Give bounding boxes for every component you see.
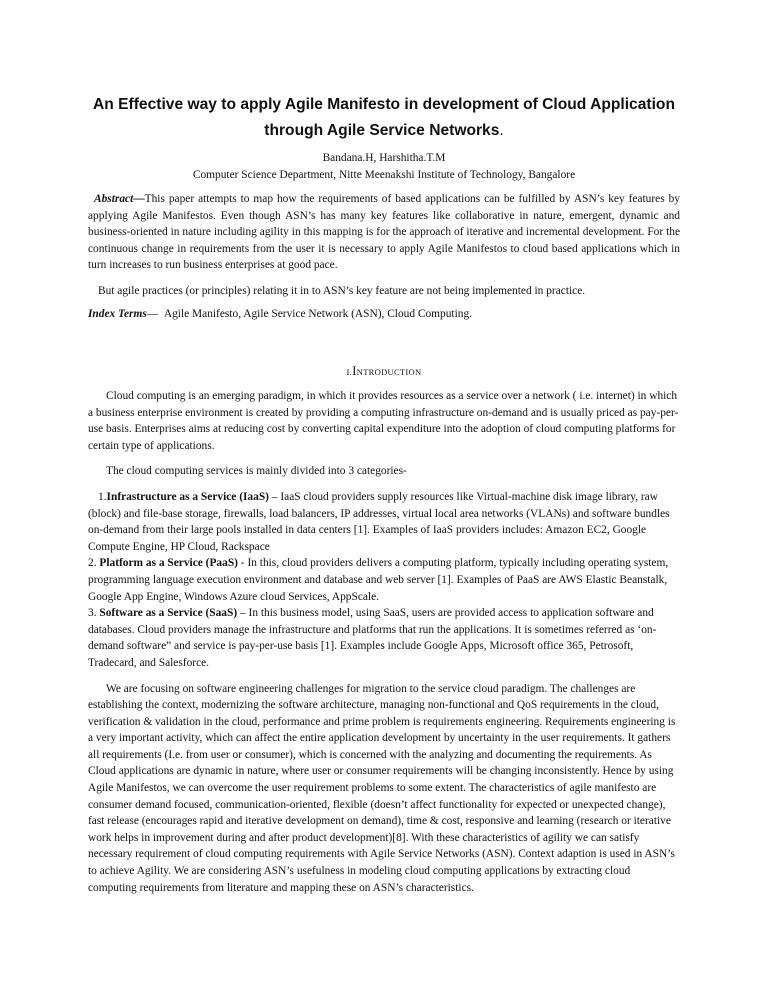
paper-title (60, 92, 708, 144)
intro-paragraph-1: Cloud computing is an emerging paradigm, in which it provides resources as a service over a network ( i.e. internet) in which a business enterprise environment is created by providing a computing infrastructure on-demand and is usually priced as pay-per-use basis. Enterprises aims at reducing cost by converting capital expenditure into the adoption of cloud computing platforms for certain type of applications. (88, 390, 679, 452)
intro-heading-numeral: I. (346, 367, 353, 377)
abstract-label: Abstract (94, 193, 134, 205)
introduction-body (88, 388, 680, 896)
service-item-num: 2. (88, 557, 97, 570)
service-item-saas (88, 605, 680, 671)
abstract-paragraph-2: But agile practices (or principles) relating it in to ASN’s key feature are not being implemented in practice. (98, 284, 586, 297)
intro-paragraph-2: The cloud computing services is mainly divided into 3 categories- (106, 465, 407, 478)
service-item-label: Infrastructure as a Service (IaaS) (106, 490, 269, 503)
intro-paragraph-3: We are focusing on software engineering challenges for migration to the service cloud paradigm. The challenges are establishing the context, modernizing the software architecture, managing non-functional and QoS requirements in the cloud, verification & validation in the cloud, performance and prime problem is requirements engineering. Requirements engineering is a very important activity, which can affect the entire application development by uncertainty in the user requirements. It gathers all requirements (I.e. from user or consumer), which is concerned with the analyzing and documenting the requirements. As Cloud applications are dynamic in nature, where user or consumer requirements will be changing inconsistently. Hence by using Agile Manifestos, we can overcome the user requirement problems to some extent. The characteristics of agile manifesto are consumer demand focused, communication-oriented, flexible (doesn’t affect functionality for expected or unexpected change), fast release (encourages rapid and iterative development on demand), time & cost, responsive and learning (research or iterative work helps in improvement during and after product development)[8]. With these characteristics of agility we can satisfy necessary requirement of cloud computing requirements with Agile Service Networks (ASN). Context adaption is used in ASN’s to achieve Agility. We are considering ASN’s usefulness in modeling cloud computing applications by extracting cloud computing requirements from literature and mapping these on ASN’s characteristics. (88, 682, 676, 894)
title-line-2-text: through Agile Service Networks (264, 122, 500, 139)
front-matter (88, 191, 680, 322)
title-line-2 (60, 118, 708, 144)
intro-heading-rest: NTRODUCTION (356, 367, 422, 377)
service-item-iaas (88, 489, 680, 555)
title-line-1: An Effective way to apply Agile Manifesto in development of Cloud Application (93, 96, 675, 113)
introduction-heading (0, 363, 768, 379)
service-item-paas (88, 555, 680, 605)
index-terms-label: Index Terms (88, 307, 147, 320)
service-item-num: 1. (98, 490, 107, 503)
intro-heading-first-letter: I (352, 363, 357, 378)
index-terms-dash: — (146, 307, 159, 320)
abstract-paragraph (88, 191, 680, 274)
service-item-num: 3. (88, 607, 97, 620)
service-item-label: Platform as a Service (PaaS) (99, 557, 238, 570)
service-item-text: – IaaS cloud providers supply resources like Virtual-machine disk image library, raw (block) and file-base storage, firewalls, load balancers, IP addresses, virtual local area networks (VLANs) and software bundles on-demand from their large pools installed in data centers [1]. Examples of IaaS providers includes: Amazon EC2, Google Compute Engine, HP Cloud, Rackspace (88, 490, 670, 553)
title-end-dot: . (499, 122, 504, 139)
service-item-text: – In this business model, using SaaS, users are provided access to application software and databases. Cloud providers manage the infrastructure and platforms that run the applications. It is sometimes referred as ‘on-demand software” and service is pay-per-use basis [1]. Examples include Google Apps, Microsoft office 365, Petrosoft, Tradecard, and Salesforce. (88, 607, 657, 669)
abstract-dash: — (133, 193, 145, 205)
abstract-text: This paper attempts to map how the requirements of based applications can be fulfilled by ASN’s key features by applying Agile Manifestos. Even though ASN’s has many key features like collaborative in nature, emergent, dynamic and business-oriented in nature including agility in this mapping is for the approach of iterative and incremental development. For the continuous change in requirements from the user it is necessary to apply Agile Manifestos to cloud based applications which in turn increases to run business enterprises at good pace. (88, 193, 680, 272)
affiliation: Computer Science Department, Nitte Meenakshi Institute of Technology, Bangalore (192, 169, 576, 181)
service-item-text: - In this, cloud providers delivers a computing platform, typically including operating system, programming language execution environment and database and web server [1]. Examples of PaaS are AWS Elastic Beanstalk, Google App Engine, Windows Azure cloud Services, AppScale. (88, 557, 669, 603)
index-terms-text: Agile Manifesto, Agile Service Network (ASN), Cloud Computing. (163, 307, 473, 320)
authors: Bandana.H, Harshitha.T.M (322, 152, 446, 164)
service-item-label: Software as a Service (SaaS) (99, 607, 238, 620)
index-terms (88, 306, 680, 323)
